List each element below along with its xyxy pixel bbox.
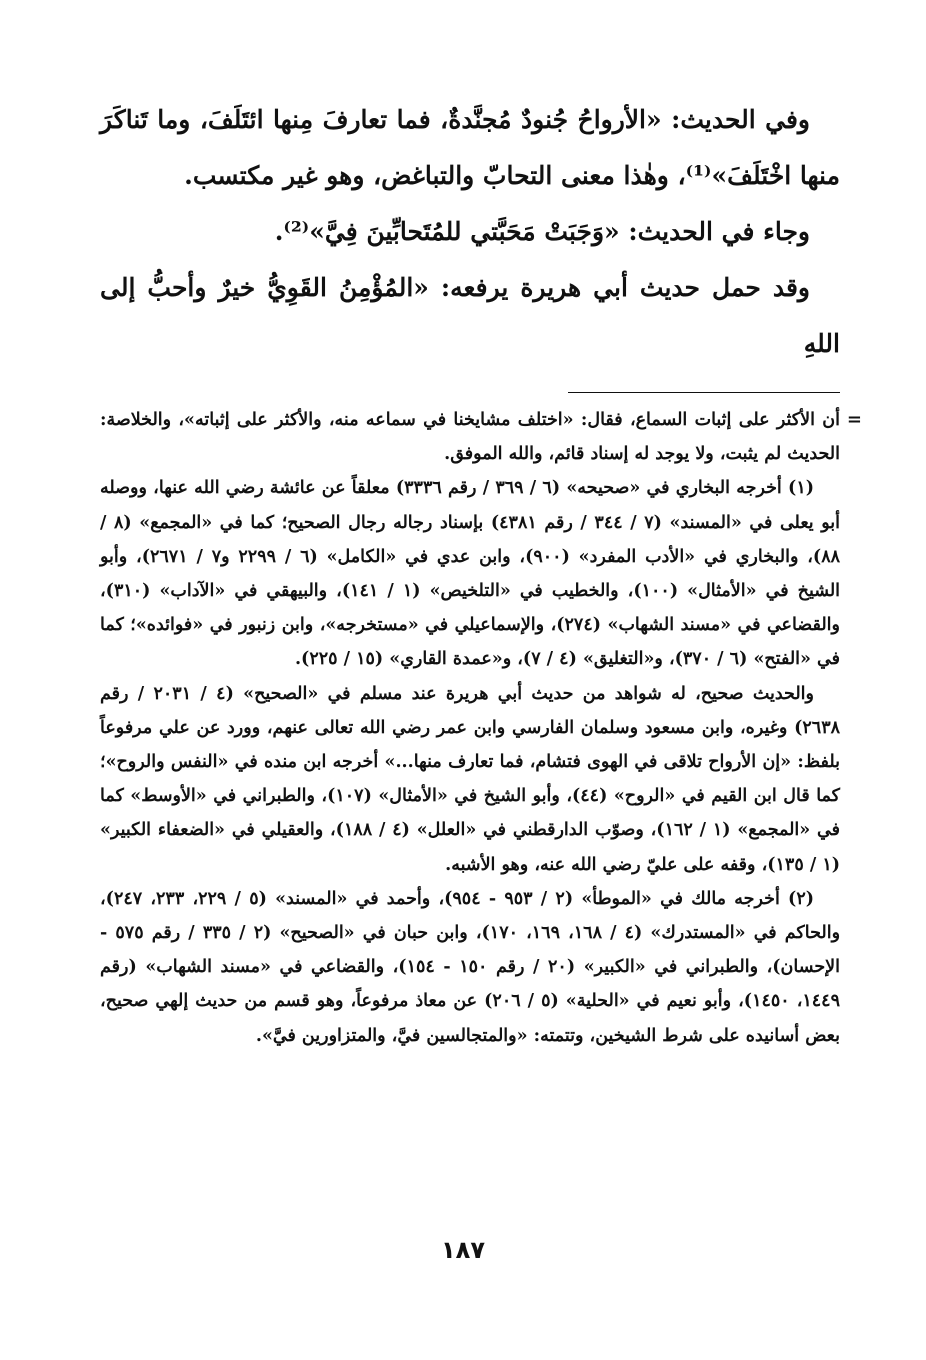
page-number: ١٨٧ [441,1236,485,1264]
footnotes [100,403,862,1053]
book-page [100,92,862,1322]
footnote-1-commentary: والحديث صحيح، له شواهد من حديث أبي هريرة عند مسلم في «الصحيح» (٤ / ٢٠٣١ / رقم ٢٦٣٨) وغيره، وابن مسعود وسلمان الفارسي وابن عمر رضي الله تعالى عنهم، وورد عن علي مرفوعاً بلفظ: «إن الأرواح تلاقى في الهوى فتشام، فما تعارف منها...» أخرجه ابن منده في «النفس والروح»؛ كما قال ابن القيم في «الروح» (٤٤)، وأبو الشيخ في «الأمثال» (١٠٧)، والطبراني في «الأوسط» كما في «المجمع» (١ / ١٦٢)، وصوّب الدارقطني في «العلل» (٤ / ١٨٨)، والعقيلي في «الضعفاء الكبير» (١ / ١٣٥)، وقفه على عليّ رضي الله عنه، وهو الأشبه. [100,683,841,875]
continuation-mark: = [846,409,862,430]
main-paragraph-hadith-mahabba: وجاء في الحديث: «وَجَبَتْ مَحَبَّتي للمُتَحابِّينَ فِيَّ»⁽²⁾. [274,217,810,246]
footnote-separator [568,392,840,393]
footnote-2: (٢) أخرجه مالك في «الموطأ» (٢ / ٩٥٣ - ٩٥٤)، وأحمد في «المسند» (٥ / ٢٢٩، ٢٣٣، ٢٤٧)، والحاكم في «المستدرك» (٤ / ١٦٨، ١٦٩، ١٧٠)، وابن حبان في «الصحيح» (٢ / ٣٣٥ / رقم ٥٧٥ - الإحسان)، والطبراني في «الكبير» (٢٠ / رقم ١٥٠ - ١٥٤)، والقضاعي في «مسند الشهاب» (رقم ١٤٤٩، ١٤٥٠)، وأبو نعيم في «الحلية» (٥ / ٢٠٦) عن معاذ مرفوعاً، وهو قسم من حديث إلهي صحيح، بعض أسانيده على شرط الشيخين، وتتمته: «والمتجالسين فيَّ، والمتزاورين فيَّ». [100,888,841,1046]
footnote-continuation [100,403,862,471]
main-text [100,92,840,372]
main-paragraph-hadith-mumin: وقد حمل حديث أبي هريرة يرفعه: «المُؤْمِنُ القَوِيُّ خيرٌ وأحبُّ إلى اللهِ [100,273,840,358]
main-paragraph-hadith-arwah: وفي الحديث: «الأرواحُ جُنودٌ مُجنَّدةٌ، فما تعارفَ مِنها ائتَلَفَ، وما تَناكَرَ منها اخْتَلَفَ»⁽¹⁾، وهٰذا معنى التحابّ والتباغض، وهو غير مكتسب. [100,105,840,190]
footnote-1: (١) أخرجه البخاري في «صحيحه» (٦ / ٣٦٩ / رقم ٣٣٣٦) معلقاً عن عائشة رضي الله عنها، ووصله أبو يعلى في «المسند» (٧ / ٣٤٤ / رقم ٤٣٨١) بإسناد رجاله رجال الصحيح؛ كما في «المجمع» (٨ / ٨٨)، والبخاري في «الأدب المفرد» (٩٠٠)، وابن عدي في «الكامل» (٦ / ٢٢٩٩ و٧ / ٢٦٧١)، وأبو الشيخ في «الأمثال» (١٠٠)، والخطيب في «التلخيص» (١ / ١٤١)، والبيهقي في «الآداب» (٣١٠)، والقضاعي في «مسند الشهاب» (٢٧٤)، والإسماعيلي في «مستخرجه»، وابن زنبور في «فوائده»؛ كما في «الفتح» (٦ / ٣٧٠)، و«التغليق» (٤ / ٧)، و«عمدة القاري» (١٥ / ٢٢٥). [100,478,841,670]
footnote-continuation-text: أن الأكثر على إثبات السماع، فقال: «اختلف مشايخنا في سماعه منه، والأكثر على إثباته»، والخلاصة: الحديث لم يثبت، ولا يوجد له إسناد قائم، والله الموفق. [100,410,840,465]
